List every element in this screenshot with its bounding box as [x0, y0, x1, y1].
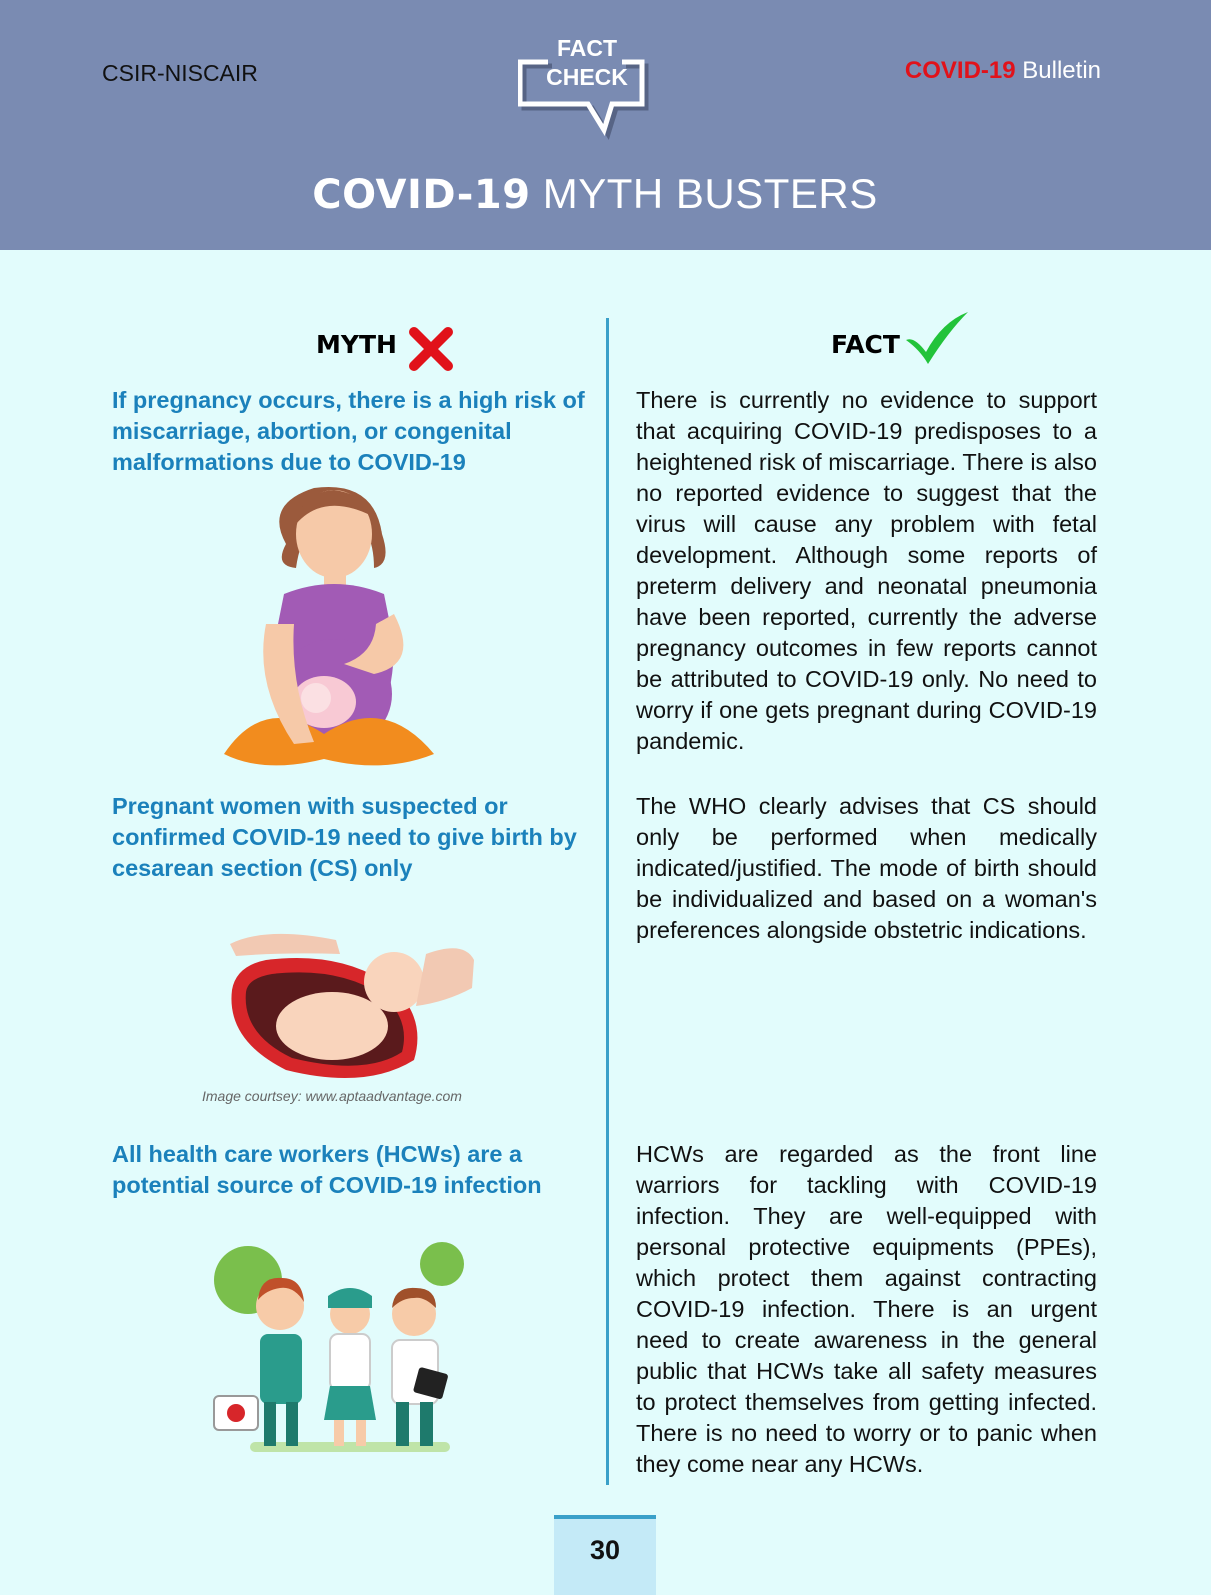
fact-heading: FACT [831, 330, 900, 359]
fact-text-1: There is currently no evidence to support that acquiring COVID-19 predisposes to a heightened risk of miscarriage. There is also no reported evidence to suggest that the virus will cause any problem with fetal development. Although some reports of preterm delivery and neonatal pneumonia have been reported, currently the adverse pregnancy outcomes in few reports cannot be attributed to COVID-19 only. No need to worry if one gets pregnant during COVID-19 pandemic. [636, 387, 1097, 754]
baby-in-womb-illustration [226, 930, 478, 1086]
myth-text-1: If pregnancy occurs, there is a high risk of miscarriage, abortion, or congenital malformations due to COVID-19 [112, 387, 585, 475]
fact-check-text [518, 34, 656, 92]
fact-check-line1: FACT [556, 35, 618, 61]
myth-heading: MYTH [316, 330, 397, 359]
org-name: CSIR-NISCAIR [102, 60, 258, 86]
image-credit: Image courtsey: www.aptaadvantage.com [202, 1088, 462, 1104]
health-care-workers-illustration [210, 1230, 490, 1460]
x-icon [408, 326, 454, 372]
page-number-box [554, 1515, 656, 1595]
check-icon [902, 310, 972, 368]
fact-check-line2: CHECK [546, 64, 628, 90]
myth-text-2: Pregnant women with suspected or confirmed COVID-19 need to give birth by cesarean section (CS) only [112, 793, 577, 881]
fact-text-3: HCWs are regarded as the front line warriors for tackling with COVID-19 infection. They are well-equipped with personal protective equipments (PPEs), which protect them against contracting COVID-19 infection. There is an urgent need to create awareness in the general public that HCWs take all safety measures to protect themselves from getting infected. There is no need to worry or to panic when they come near any HCWs. [636, 1141, 1097, 1477]
bulletin-covid: COVID-19 [904, 57, 1016, 84]
fact-check-logo [518, 32, 658, 142]
bulletin-word: Bulletin [1015, 57, 1101, 84]
pregnant-woman-illustration [224, 484, 434, 774]
title-bold: COVID-19 [312, 172, 531, 218]
title-rest: MYTH BUSTERS [530, 170, 878, 217]
page-header [0, 0, 1211, 250]
fact-text-2: The WHO clearly advises that CS should only be performed when medically indicated/justified. The mode of birth should be individualized and based on a woman's preferences alongside obstetric indications. [636, 793, 1097, 943]
page-number: 30 [589, 1535, 621, 1565]
column-divider [606, 318, 609, 1485]
page-title [0, 170, 1190, 218]
myth-text-3: All health care workers (HCWs) are a potential source of COVID-19 infection [112, 1141, 542, 1198]
bulletin-label [905, 57, 1101, 85]
